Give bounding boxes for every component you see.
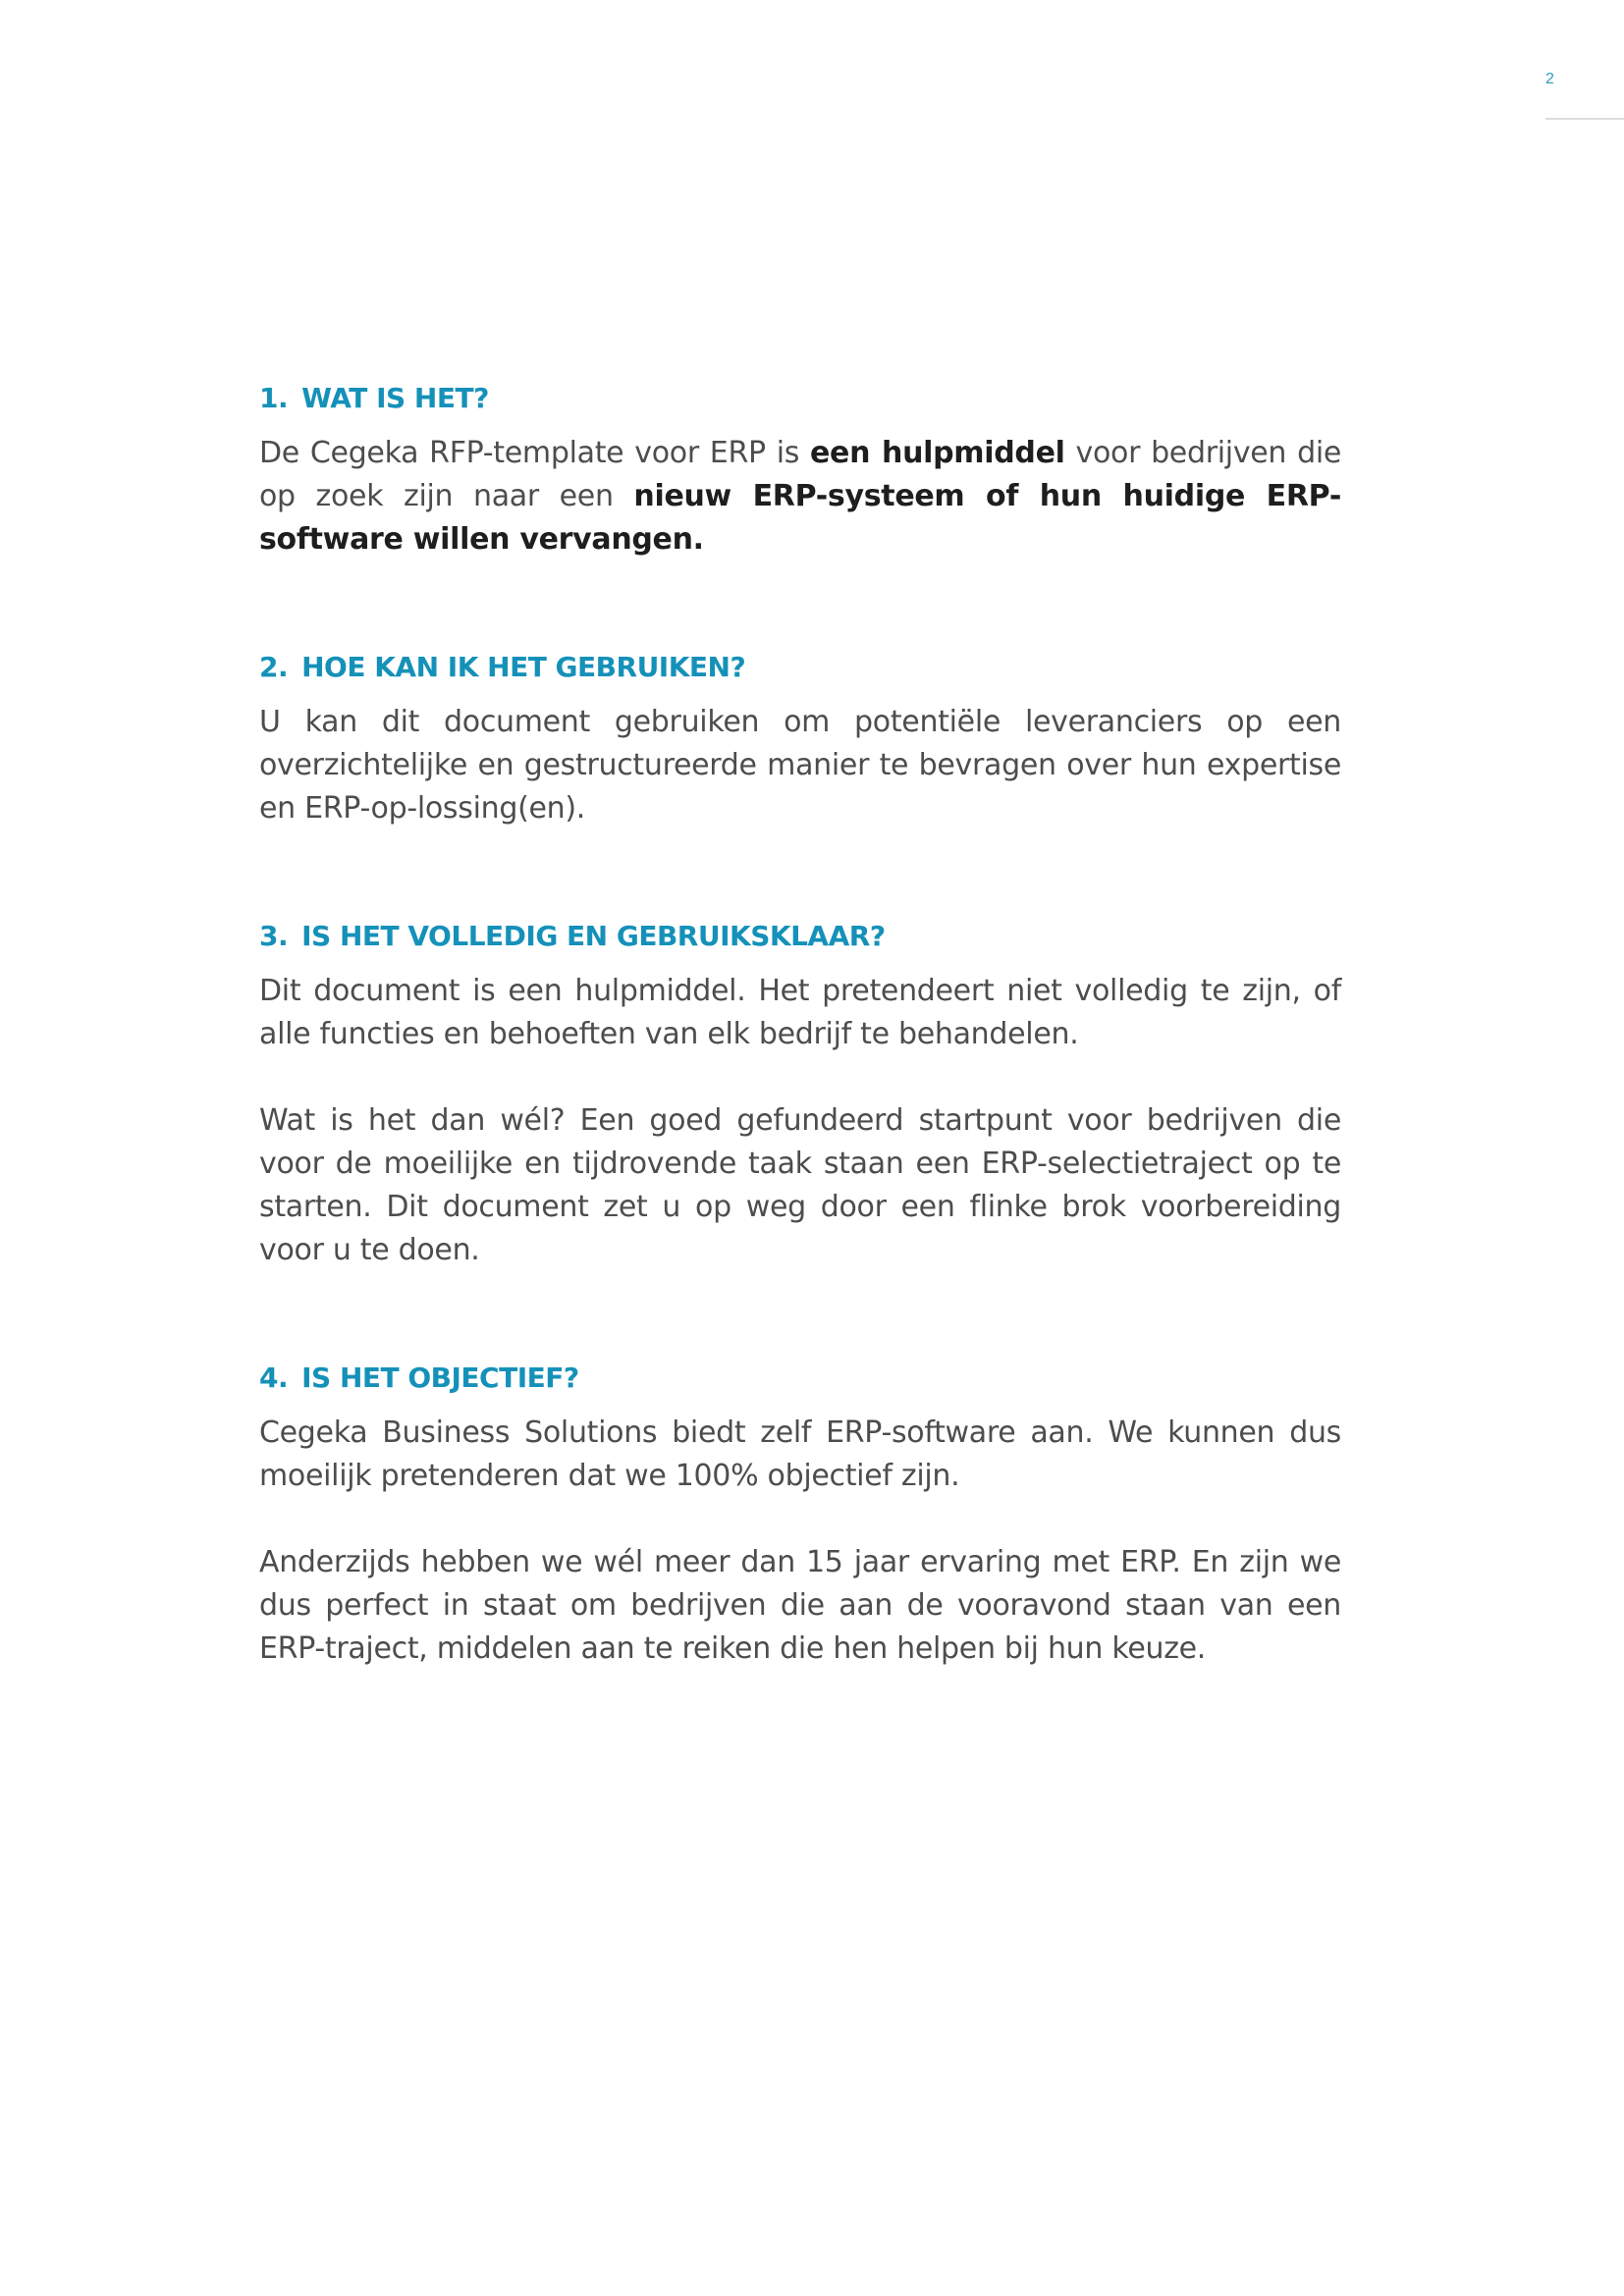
section-title: IS HET OBJECTIEF? xyxy=(301,1362,579,1394)
section-paragraph xyxy=(259,1412,1341,1498)
section-paragraph xyxy=(259,432,1341,561)
document-body xyxy=(259,377,1341,1671)
section-volledig-gebruiksklaar xyxy=(259,915,1341,1272)
paragraph-text: Dit document is een hulpmiddel. Het pretendeert niet volledig te zijn, of alle functies en behoeften van elk bedrijf te behandelen. xyxy=(259,974,1341,1051)
section-title: WAT IS HET? xyxy=(301,382,489,414)
section-number: 3. xyxy=(259,920,289,952)
section-paragraph xyxy=(259,970,1341,1056)
section-wat-is-het xyxy=(259,377,1341,561)
section-heading xyxy=(259,646,1341,689)
section-heading xyxy=(259,1357,1341,1400)
paragraph-text: U kan dit document gebruiken om potentiële leveranciers op een overzichtelijke en gestructureerde manier te bevragen over hun expertise en ERP-op-lossing(en). xyxy=(259,705,1341,826)
section-paragraph xyxy=(259,1099,1341,1272)
paragraph-text: Wat is het dan wél? Een goed gefundeerd startpunt voor bedrijven die voor de moeilijke en tijdrovende taak staan een ERP-selectietraject op te starten. Dit document zet u op weg door een flinke brok voorbereiding voor u te doen. xyxy=(259,1103,1341,1267)
page-number-rule xyxy=(1545,118,1624,120)
section-title: IS HET VOLLEDIG EN GEBRUIKSKLAAR? xyxy=(301,920,886,952)
section-hoe-gebruiken xyxy=(259,646,1341,830)
section-heading xyxy=(259,377,1341,420)
paragraph-text: Cegeka Business Solutions biedt zelf ERP-software aan. We kunnen dus moeilijk pretenderen dat we 100% objectief zijn. xyxy=(259,1415,1341,1493)
section-objectief xyxy=(259,1357,1341,1671)
paragraph-text: De Cegeka RFP-template voor ERP is xyxy=(259,436,811,470)
section-title: HOE KAN IK HET GEBRUIKEN? xyxy=(301,651,746,683)
paragraph-text: voor bedrijven die op zoek zijn naar een xyxy=(259,436,1342,513)
paragraph-text: Anderzijds hebben we wél meer dan 15 jaar ervaring met ERP. En zijn we dus perfect in staat om bedrijven die aan de vooravond staan van een ERP-traject, middelen aan te reiken die hen helpen bij hun keuze. xyxy=(259,1545,1341,1666)
section-number: 1. xyxy=(259,382,289,414)
section-paragraph xyxy=(259,701,1341,830)
paragraph-emphasis: nieuw ERP-systeem of hun huidige ERP-software willen vervangen. xyxy=(259,479,1341,557)
section-heading xyxy=(259,915,1341,958)
section-number: 2. xyxy=(259,651,289,683)
paragraph-emphasis: een hulpmiddel xyxy=(810,436,1065,470)
section-number: 4. xyxy=(259,1362,289,1394)
page-number: 2 xyxy=(1545,71,1554,87)
section-paragraph xyxy=(259,1541,1341,1671)
